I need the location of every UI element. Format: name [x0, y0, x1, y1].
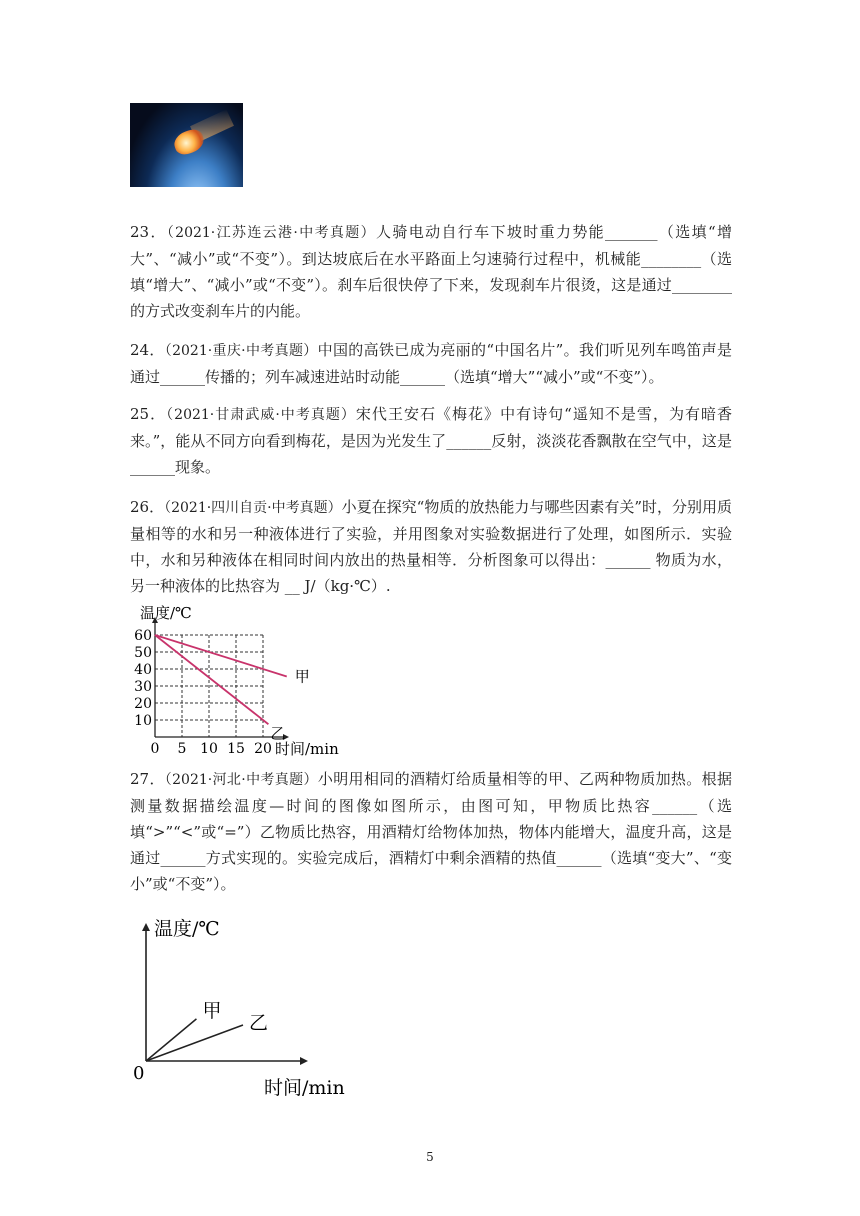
question-text: 宋代王安石《梅花》中有诗句“遥知不是雪，为有暗香来。”，能从不同方向看到梅花，是因为光发生了______反射，淡淡花香飘散在空气中，这是______现象。 — [130, 405, 733, 476]
series-line-jia — [155, 635, 287, 676]
question-source: （2021·河北·中考真题） — [164, 772, 318, 788]
y-tick-label: 20 — [134, 696, 152, 712]
question-24 — [130, 337, 732, 390]
question-text: 小夏在探究“物质的放热能力与哪些因素有关”时，分别用质量相等的水和另一种液体进行了实验，并用图象对实验数据进行了处理，如图所示．实验中，水和另种液体在相同时间内放出的热量相等．分析图象可以得出：______ 物质为水，另一种液体的比热容为 __ J/（kg·℃）. — [130, 498, 733, 595]
x-tick-label: 0 — [150, 741, 160, 757]
question-source: （2021·四川自贡·中考真题） — [164, 500, 342, 516]
y-tick-label: 60 — [134, 628, 152, 644]
y-axis-arrow — [142, 923, 150, 931]
x-tick-label: 5 — [177, 741, 187, 757]
x-tick-label: 10 — [200, 741, 218, 757]
heating-curve-chart — [125, 912, 365, 1097]
x-axis-title: 时间/min — [264, 1077, 345, 1097]
y-axis-title: 温度/℃ — [140, 604, 192, 622]
series-label: 乙 — [270, 724, 286, 743]
origin-label: 0 — [133, 1063, 145, 1084]
question-number: 24． — [130, 341, 165, 359]
spacecraft-reentry-image — [130, 103, 243, 187]
question-26 — [130, 494, 732, 599]
series-label: 甲 — [294, 667, 310, 686]
y-tick-label: 10 — [134, 713, 152, 729]
question-25 — [130, 401, 732, 480]
question-text: 人骑电动自行车下坡时重力势能_______（选填“增大”、“减小”或“不变”）。到达坡底后在水平路面上匀速骑行过程中，机械能________（选填“增大”、“减小”或“不变”）。刹车后很快停了下来，发现刹车片很烫，这是通过________的方式改变刹车片的内能。 — [130, 223, 733, 320]
series-line-yi — [155, 635, 268, 724]
series-label: 甲 — [202, 999, 222, 1022]
question-27 — [130, 766, 732, 897]
question-number: 25． — [130, 405, 167, 423]
y-tick-label: 50 — [134, 645, 152, 661]
question-23 — [130, 219, 732, 324]
x-axis-title: 时间/min — [275, 740, 339, 758]
cooling-curve-chart — [125, 600, 345, 760]
question-text: 小明用相同的酒精灯给质量相等的甲、乙两种物质加热。根据测量数据描绘温度—时间的图像如图所示，由图可知，甲物质比热容______（选填“>”“<”或“=”）乙物质比热容，用酒精灯给物体加热，物体内能增大，温度升高，这是通过______方式实现的。实验完成后，酒精灯中剩余酒精的热值______（选填“变大”、“变小”或“不变”）。 — [130, 770, 732, 893]
question-source: （2021·重庆·中考真题） — [164, 343, 318, 359]
question-number: 27． — [130, 770, 165, 788]
question-number: 26． — [130, 498, 165, 516]
x-axis-arrow — [300, 1057, 308, 1065]
series-label: 乙 — [249, 1012, 269, 1034]
y-tick-label: 30 — [134, 679, 152, 695]
question-text: 中国的高铁已成为亮丽的“中国名片”。我们听见列车鸣笛声是通过______传播的；列车减速进站时动能______（选填“增大”“减小”或“不变”）。 — [130, 341, 733, 386]
x-tick-label: 20 — [254, 741, 272, 757]
series-line-jia — [146, 1019, 196, 1061]
series-line-yi — [146, 1025, 243, 1061]
x-tick-label: 15 — [227, 741, 245, 757]
question-source: （2021·甘肃武威·中考真题） — [166, 407, 356, 423]
question-source: （2021·江苏连云港·中考真题） — [166, 225, 377, 241]
y-tick-label: 40 — [134, 662, 152, 678]
question-number: 23． — [130, 223, 167, 241]
page-number: 5 — [426, 1150, 434, 1164]
y-axis-title: 温度/℃ — [154, 918, 220, 940]
